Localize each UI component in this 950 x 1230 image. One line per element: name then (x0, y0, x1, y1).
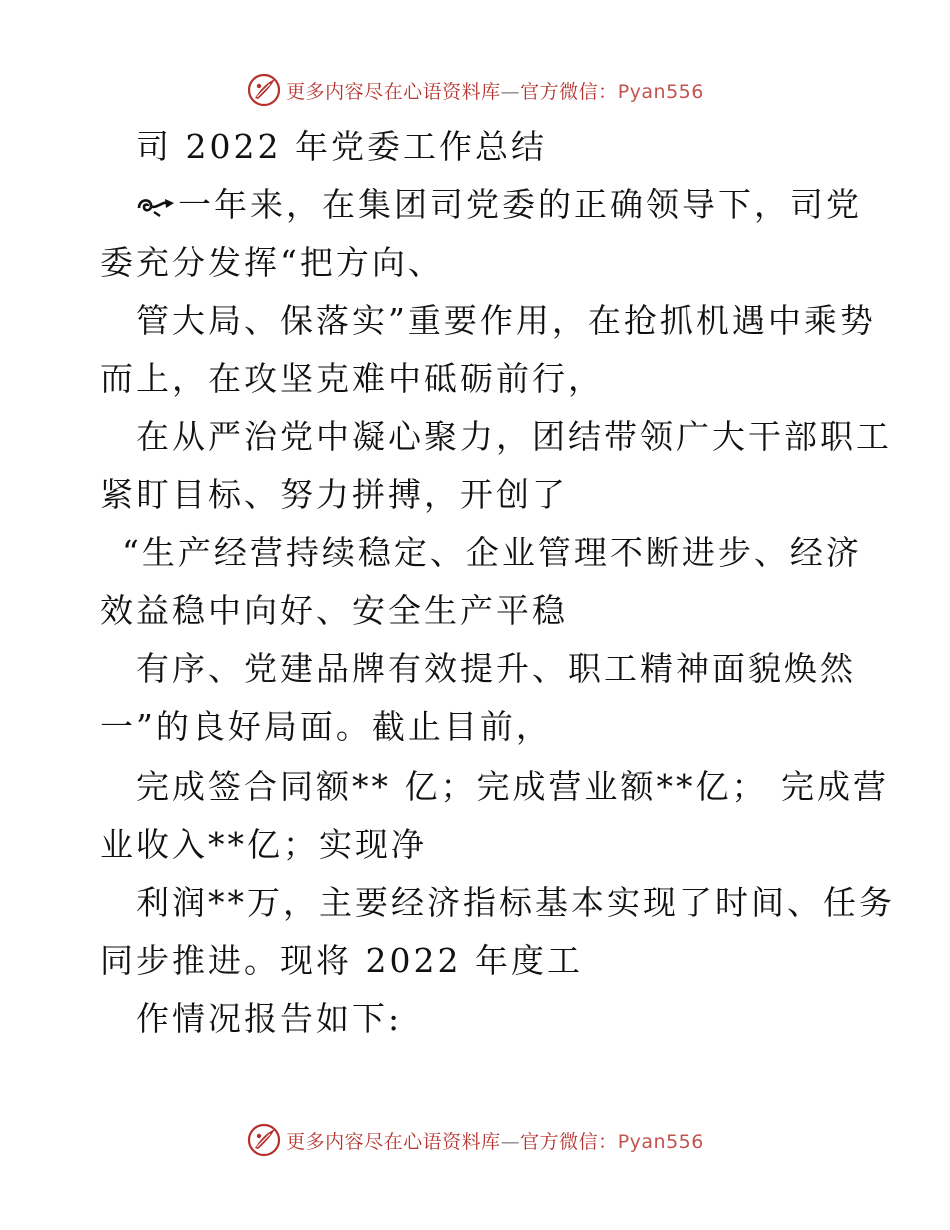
watermark-wechat-id: Pyan556 (617, 80, 704, 103)
paragraph-line-7: “生产经营持续稳定、企业管理不断进步、经济 (122, 533, 862, 572)
paragraph-line-9: 有序、党建品牌有效提升、职工精神面貌焕然 (136, 649, 856, 688)
watermark-main: 更多内容尽在心语资料库 (286, 1130, 501, 1153)
watermark-text (286, 77, 704, 104)
paragraph-line-12: 业收入**亿；实现净 (100, 825, 427, 864)
watermark-separator: — (500, 80, 521, 103)
watermark-wechat-id: Pyan556 (617, 1130, 704, 1153)
document-title: 司 2022 年党委工作总结 (136, 127, 547, 166)
watermark-separator: — (500, 1130, 521, 1153)
watermark-banner-top (0, 70, 950, 110)
paragraph-line-13: 利润**万，主要经济指标基本实现了时间、任务 (136, 883, 895, 922)
paragraph-line-3: 管大局、保落实”重要作用，在抢抓机遇中乘势 (136, 301, 876, 340)
paragraph-line-1 (136, 182, 862, 228)
watermark-text (286, 1127, 704, 1154)
watermark-main: 更多内容尽在心语资料库 (286, 80, 501, 103)
ornament-icon (136, 190, 176, 220)
paragraph-line-10: 一”的良好局面。截止目前， (100, 707, 552, 746)
paragraph-line-1-text: 一年来，在集团司党委的正确领导下，司党 (178, 185, 862, 224)
paragraph-line-8: 效益稳中向好、安全生产平稳 (100, 591, 568, 630)
watermark-wechat-label: 官方微信： (520, 80, 618, 103)
paragraph-line-6: 紧盯目标、努力拼搏，开创了 (100, 475, 568, 514)
quill-logo-icon (246, 1122, 282, 1158)
watermark-wechat-label: 官方微信： (520, 1130, 618, 1153)
quill-logo-icon (246, 72, 282, 108)
paragraph-line-4: 而上，在攻坚克难中砥砺前行， (100, 359, 604, 398)
paragraph-line-2: 委充分发挥“把方向、 (100, 243, 444, 282)
paragraph-line-15: 作情况报告如下: (136, 999, 403, 1038)
paragraph-line-11: 完成签合同额** 亿；完成营业额**亿； 完成营 (136, 767, 889, 806)
paragraph-line-14: 同步推进。现将 2022 年度工 (100, 941, 583, 980)
watermark-banner-bottom (0, 1120, 950, 1160)
paragraph-line-5: 在从严治党中凝心聚力，团结带领广大干部职工 (136, 417, 892, 456)
